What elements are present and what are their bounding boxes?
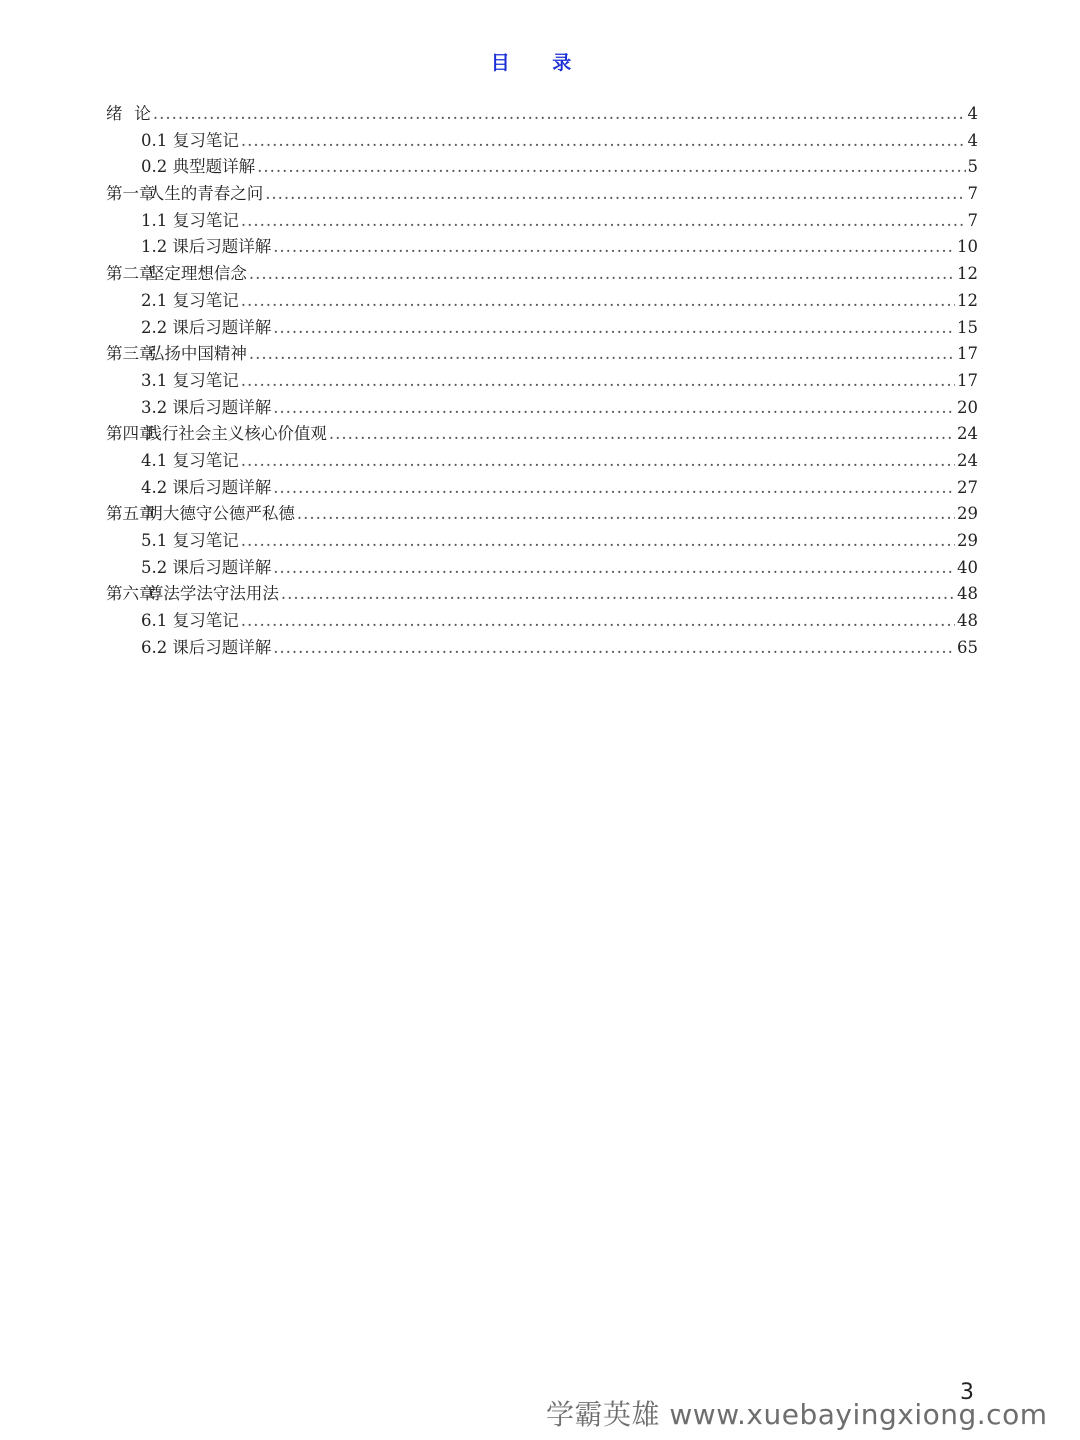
- toc-entry-number: 第三章: [106, 344, 156, 364]
- toc-entry-label: 复习笔记: [172, 210, 239, 230]
- toc-section-entry[interactable]: [106, 635, 978, 662]
- toc-entry-label: 复习笔记: [172, 531, 239, 550]
- toc-chapter-entry[interactable]: [106, 101, 978, 128]
- toc-chapter-entry[interactable]: [106, 581, 978, 608]
- toc-entry-label: 弘扬中国精神: [147, 344, 247, 364]
- toc-section-entry[interactable]: [106, 208, 978, 235]
- toc-entry-number: 2.2: [141, 317, 168, 337]
- toc-entry-label: 践行社会主义核心价值观: [145, 424, 327, 444]
- toc-chapter-entry[interactable]: [106, 181, 978, 208]
- toc-entry-page: 4: [967, 104, 978, 123]
- toc-dot-leader: [329, 421, 955, 448]
- toc-entry-page: 48: [957, 611, 978, 631]
- toc-section-entry[interactable]: [106, 234, 978, 261]
- toc-dot-leader: [297, 501, 955, 528]
- toc-dot-leader: [241, 368, 955, 395]
- toc-entry-label: 复习笔记: [172, 290, 239, 310]
- toc-entry-number: 5.2: [141, 557, 168, 577]
- toc-entry-number: 1.2: [141, 237, 168, 257]
- toc-entry-label: 典型题详解: [172, 157, 256, 177]
- toc-entry-number: 3.1: [141, 370, 168, 390]
- toc-entry-page: 10: [957, 237, 978, 257]
- toc-dot-leader: [241, 608, 955, 635]
- toc-entry-label: 复习笔记: [172, 370, 239, 390]
- toc-section-entry[interactable]: [106, 154, 978, 181]
- toc-entry-page: 5: [967, 157, 978, 177]
- toc-section-entry[interactable]: [106, 555, 978, 582]
- toc-entry-number: 4.2: [141, 477, 168, 497]
- toc-entry-page: 12: [957, 290, 978, 310]
- toc-dot-leader: [273, 315, 955, 342]
- site-watermark: 学霸英雄 www.xuebayingxiong.com: [546, 1398, 1048, 1431]
- toc-entry-number: 1.1: [141, 210, 168, 230]
- toc-dot-leader: [273, 475, 955, 502]
- toc-entry-number: 0.2: [141, 157, 168, 177]
- toc-entry-page: 24: [957, 450, 978, 470]
- toc-entry-label: 复习笔记: [172, 130, 239, 150]
- toc-entry-label: 复习笔记: [172, 450, 239, 470]
- toc-dot-leader: [241, 528, 955, 555]
- toc-dot-leader: [249, 341, 955, 368]
- toc-entry-number: 第六章: [106, 584, 156, 604]
- toc-chapter-entry[interactable]: [106, 341, 978, 368]
- toc-entry-number: 绪: [106, 104, 123, 123]
- toc-section-entry[interactable]: [106, 528, 978, 555]
- toc-entry-label: 课后习题详解: [172, 557, 272, 577]
- toc-dot-leader: [241, 208, 966, 235]
- toc-entry-label: 复习笔记: [172, 611, 239, 631]
- toc-section-entry[interactable]: [106, 608, 978, 635]
- toc-dot-leader: [241, 288, 955, 315]
- toc-section-entry[interactable]: [106, 475, 978, 502]
- toc-title: 目 录: [490, 52, 590, 74]
- toc-entry-number: 第一章: [106, 184, 156, 204]
- toc-dot-leader: [273, 234, 955, 261]
- toc-dot-leader: [249, 261, 955, 288]
- toc-entry-page: 15: [957, 317, 978, 337]
- toc-entry-page: 65: [957, 637, 978, 657]
- toc-chapter-entry[interactable]: [106, 421, 978, 448]
- toc-section-entry[interactable]: [106, 315, 978, 342]
- toc-entry-label: 课后习题详解: [172, 237, 272, 257]
- toc-entry-page: 29: [957, 504, 978, 524]
- toc-entry-page: 17: [957, 370, 978, 390]
- toc-entry-label: 明大德守公德严私德: [146, 504, 295, 524]
- table-of-contents: [106, 101, 978, 661]
- toc-section-entry[interactable]: [106, 395, 978, 422]
- toc-entry-page: 17: [957, 344, 978, 364]
- toc-dot-leader: [273, 555, 955, 582]
- toc-entry-number: 2.1: [141, 290, 168, 310]
- toc-entry-label: 课后习题详解: [172, 317, 272, 337]
- toc-entry-label: 课后习题详解: [172, 397, 272, 417]
- toc-entry-label: 坚定理想信念: [147, 264, 247, 284]
- toc-chapter-entry[interactable]: [106, 261, 978, 288]
- toc-dot-leader: [281, 581, 955, 608]
- toc-entry-number: 第二章: [106, 264, 156, 284]
- toc-entry-number: 6.2: [141, 637, 168, 657]
- toc-entry-page: 29: [957, 531, 978, 550]
- toc-entry-number: 4.1: [141, 450, 168, 470]
- toc-entry-label: 人生的青春之问: [147, 184, 264, 204]
- toc-dot-leader: [257, 154, 965, 181]
- toc-entry-page: 24: [957, 424, 978, 444]
- page-number: 3: [960, 1380, 974, 1405]
- toc-entry-number: 3.2: [141, 397, 168, 417]
- toc-entry-number: 5.1: [141, 531, 168, 550]
- toc-section-entry[interactable]: [106, 448, 978, 475]
- toc-entry-label: 论: [134, 104, 151, 123]
- toc-entry-label: 尊法学法守法用法: [146, 584, 279, 604]
- toc-entry-number: 6.1: [141, 611, 168, 631]
- toc-entry-page: 27: [957, 477, 978, 497]
- toc-section-entry[interactable]: [106, 368, 978, 395]
- toc-chapter-entry[interactable]: [106, 501, 978, 528]
- toc-entry-page: 20: [957, 397, 978, 417]
- toc-entry-page: 4: [967, 130, 978, 150]
- toc-entry-number: 第五章: [106, 504, 156, 524]
- toc-entry-label: 课后习题详解: [172, 637, 272, 657]
- toc-entry-number: 0.1: [141, 130, 168, 150]
- toc-dot-leader: [241, 448, 955, 475]
- toc-entry-page: 12: [957, 264, 978, 284]
- toc-entry-label: 课后习题详解: [172, 477, 272, 497]
- toc-section-entry[interactable]: [106, 128, 978, 155]
- toc-dot-leader: [153, 101, 966, 128]
- toc-dot-leader: [273, 635, 955, 662]
- toc-entry-number: 第四章: [106, 424, 156, 444]
- toc-section-entry[interactable]: [106, 288, 978, 315]
- toc-dot-leader: [273, 395, 955, 422]
- toc-entry-page: 48: [957, 584, 978, 604]
- toc-dot-leader: [241, 128, 966, 155]
- toc-entry-page: 7: [967, 184, 978, 204]
- toc-entry-page: 40: [957, 557, 978, 577]
- toc-entry-page: 7: [967, 210, 978, 230]
- toc-dot-leader: [265, 181, 965, 208]
